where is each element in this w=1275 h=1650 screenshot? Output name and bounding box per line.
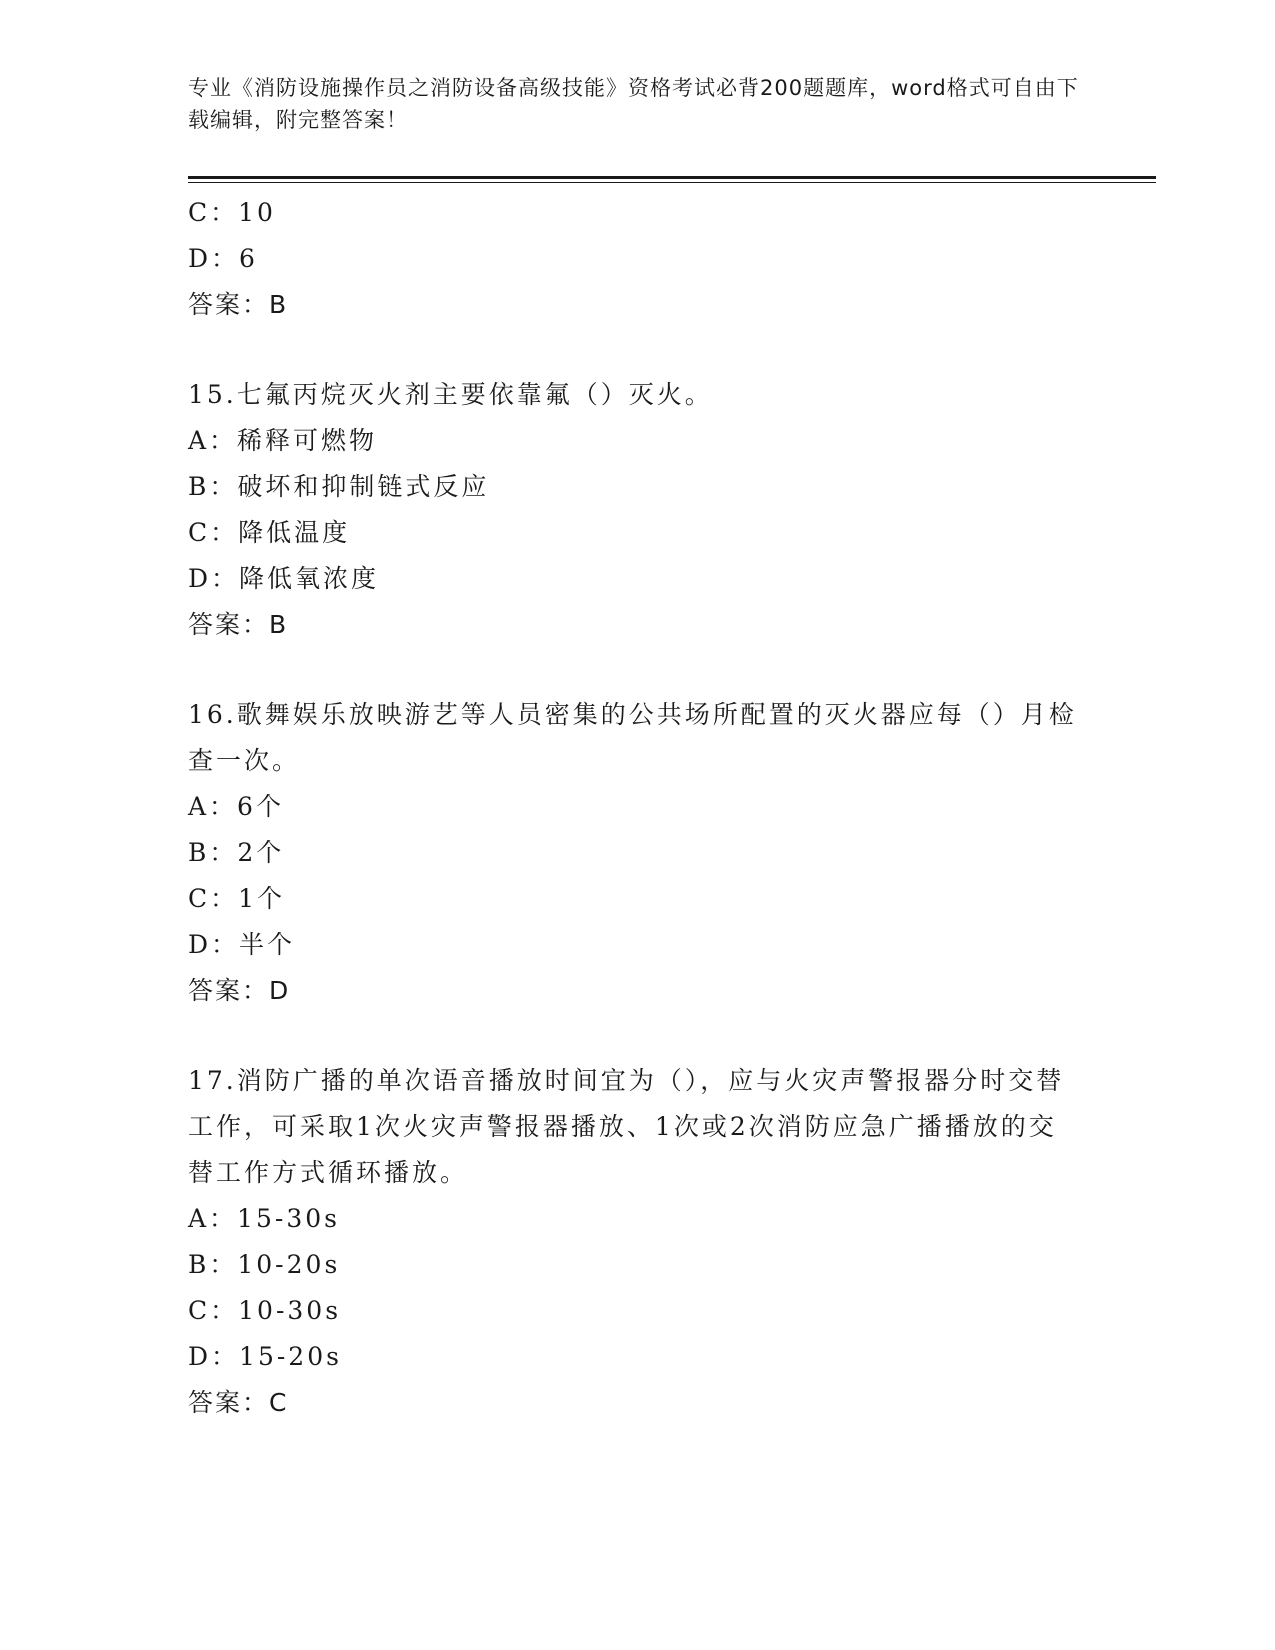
- option-d: D：15-20s: [188, 1342, 342, 1371]
- option-c: C：降低温度: [188, 518, 351, 547]
- spacer: [188, 648, 1088, 692]
- option-d: D：6: [188, 244, 258, 273]
- document-title: 专业《消防设施操作员之消防设备高级技能》资格考试必背200题题库，word格式可自由下载编辑，附完整答案！: [188, 76, 1079, 132]
- question-16: [188, 692, 1088, 1014]
- question-17: [188, 1058, 1088, 1426]
- question-14-tail: [188, 190, 1088, 328]
- option-a: A：稀释可燃物: [188, 426, 378, 455]
- option-c: C：10-30s: [188, 1296, 342, 1325]
- spacer: [188, 1014, 1088, 1058]
- question-15: [188, 372, 1088, 648]
- spacer: [188, 328, 1088, 372]
- option-b: B：10-20s: [188, 1250, 341, 1279]
- option-b: B：破坏和抑制链式反应: [188, 472, 490, 501]
- option-d: D：半个: [188, 930, 296, 959]
- question-list: [188, 190, 1088, 1426]
- question-stem: 15.七氟丙烷灭火剂主要依靠氟（）灭火。: [188, 380, 713, 409]
- answer-line: 答案：C: [188, 1388, 289, 1417]
- option-c: C：1个: [188, 884, 286, 913]
- answer-line: 答案：B: [188, 290, 289, 319]
- option-a: A：15-30s: [188, 1204, 340, 1233]
- option-c: C：10: [188, 198, 276, 227]
- answer-line: 答案：B: [188, 610, 289, 639]
- option-d: D：降低氧浓度: [188, 564, 380, 593]
- option-a: A：6个: [188, 792, 284, 821]
- header-divider-thick: [188, 176, 1156, 179]
- option-b: B：2个: [188, 838, 285, 867]
- question-stem: 16.歌舞娱乐放映游艺等人员密集的公共场所配置的灭火器应每（）月检查一次。: [188, 700, 1077, 775]
- question-stem: 17.消防广播的单次语音播放时间宜为（），应与火灾声警报器分时交替工作，可采取1次火灾声警报器播放、1次或2次消防应急广播播放的交替工作方式循环播放。: [188, 1066, 1065, 1187]
- answer-line: 答案：D: [188, 976, 291, 1005]
- header-divider-thin: [188, 182, 1156, 183]
- document-header: [188, 72, 1088, 136]
